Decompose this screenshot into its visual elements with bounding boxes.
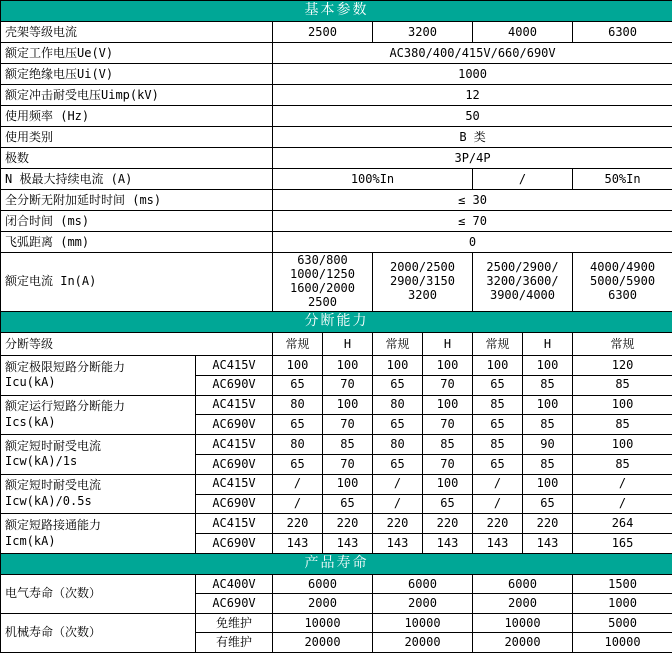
cell-value: 100 [423,395,473,415]
table-row [1,64,672,85]
cell-value: 143 [523,534,573,554]
table-row [1,190,672,211]
section-title: 基本参数 [1,1,672,22]
cell-value: 有维护 [196,633,273,653]
cell-value: / [473,169,573,190]
cell-value: 70 [323,375,373,395]
cell-value: 6000 [273,574,373,594]
cell-value: AC415V [196,435,273,455]
cell-value: 220 [273,514,323,534]
row-label: 额定短时耐受电流 Icw(kA)/0.5s [1,474,196,514]
cell-value: / [473,474,523,494]
cell-value: 2500/2900/ 3200/3600/ 3900/4000 [473,253,573,312]
cell-value: 65 [473,415,523,435]
cell-value: 80 [273,395,323,415]
cell-value: 100 [573,435,672,455]
cell-value: 10000 [373,613,473,633]
cell-value: 70 [423,375,473,395]
cell-value: 100 [473,356,523,376]
cell-value: 50%In [573,169,672,190]
cell-value: 220 [373,514,423,534]
cell-value: 220 [323,514,373,534]
row-label: 额定短路接通能力 Icm(kA) [1,514,196,554]
cell-value: 12 [273,85,672,106]
cell-value: 常规 [573,333,672,356]
table-row [1,356,672,376]
cell-value: H [323,333,373,356]
row-label: 全分断无附加延时时间 (ms) [1,190,273,211]
cell-value: 85 [473,395,523,415]
cell-value: 100 [573,395,672,415]
cell-value: 85 [523,375,573,395]
cell-value: 1000 [273,64,672,85]
cell-value: / [573,474,672,494]
cell-value: 85 [523,454,573,474]
cell-value: AC380/400/415V/660/690V [273,43,672,64]
cell-value: 70 [423,415,473,435]
cell-value: AC415V [196,356,273,376]
cell-value: 85 [423,435,473,455]
cell-value: 630/800 1000/1250 1600/2000 2500 [273,253,373,312]
cell-value: 1000 [573,594,672,614]
table-row [1,169,672,190]
cell-value: 4000 [473,22,573,43]
row-label: 飞弧距离 (mm) [1,232,273,253]
cell-value: 143 [373,534,423,554]
cell-value: 143 [423,534,473,554]
table-row [1,613,672,633]
cell-value: 85 [473,435,523,455]
section-title: 产品寿命 [1,553,672,574]
table-row [1,211,672,232]
cell-value: 100 [373,356,423,376]
cell-value: / [373,474,423,494]
row-label: 极数 [1,148,273,169]
cell-value: 100 [423,356,473,376]
row-label: 使用类别 [1,127,273,148]
cell-value: 10000 [473,613,573,633]
cell-value: 65 [373,454,423,474]
cell-value: 85 [573,375,672,395]
cell-value: H [423,333,473,356]
spec-table-body [1,1,672,653]
cell-value: 70 [323,454,373,474]
cell-value: 10000 [573,633,672,653]
cell-value: 65 [423,494,473,514]
cell-value: 220 [423,514,473,534]
cell-value: 3P/4P [273,148,672,169]
table-row [1,395,672,415]
cell-value: 70 [323,415,373,435]
cell-value: / [473,494,523,514]
cell-value: 10000 [273,613,373,633]
cell-value: 100 [523,474,573,494]
cell-value: AC690V [196,494,273,514]
row-label: 使用频率 (Hz) [1,106,273,127]
cell-value: AC690V [196,594,273,614]
row-label: N 极最大持续电流 (A) [1,169,273,190]
cell-value: 常规 [273,333,323,356]
section-header-row [1,1,672,22]
cell-value: / [273,494,323,514]
table-row [1,148,672,169]
cell-value: ≤ 70 [273,211,672,232]
cell-value: 65 [373,375,423,395]
row-label: 电气寿命（次数） [1,574,196,613]
row-label: 额定绝缘电压Ui(V) [1,64,273,85]
table-row [1,435,672,455]
cell-value: 1500 [573,574,672,594]
section-title: 分断能力 [1,312,672,333]
row-label: 额定短时耐受电流 Icw(kA)/1s [1,435,196,475]
cell-value: 65 [473,454,523,474]
row-label: 额定极限短路分断能力 Icu(kA) [1,356,196,396]
table-row [1,574,672,594]
cell-value: H [523,333,573,356]
cell-value: 6000 [473,574,573,594]
table-row [1,253,672,312]
cell-value: 2000 [473,594,573,614]
cell-value: 264 [573,514,672,534]
table-row [1,106,672,127]
cell-value: AC690V [196,534,273,554]
table-row [1,85,672,106]
cell-value: 100 [423,474,473,494]
cell-value: 70 [423,454,473,474]
cell-value: AC415V [196,395,273,415]
cell-value: 20000 [473,633,573,653]
cell-value: 100 [523,356,573,376]
cell-value: 143 [323,534,373,554]
cell-value: 65 [273,375,323,395]
cell-value: 2500 [273,22,373,43]
section-header-row [1,312,672,333]
table-row [1,127,672,148]
cell-value: 100 [523,395,573,415]
cell-value: 100 [323,356,373,376]
cell-value: 90 [523,435,573,455]
row-label: 额定冲击耐受电压Uimp(kV) [1,85,273,106]
cell-value: 2000 [273,594,373,614]
cell-value: / [373,494,423,514]
cell-value: 80 [273,435,323,455]
cell-value: 6000 [373,574,473,594]
cell-value: 常规 [373,333,423,356]
cell-value: 2000/2500 2900/3150 3200 [373,253,473,312]
cell-value: 220 [473,514,523,534]
cell-value: 85 [573,454,672,474]
cell-value: 常规 [473,333,523,356]
cell-value: / [273,474,323,494]
cell-value: ≤ 30 [273,190,672,211]
cell-value: 100%In [273,169,473,190]
cell-value: 65 [273,454,323,474]
table-row [1,232,672,253]
cell-value: 4000/4900 5000/5900 6300 [573,253,672,312]
table-row [1,333,672,356]
cell-value: AC400V [196,574,273,594]
row-label: 额定电流 In(A) [1,253,273,312]
cell-value: 65 [473,375,523,395]
table-row [1,474,672,494]
cell-value: AC415V [196,474,273,494]
cell-value: 65 [373,415,423,435]
cell-value: 20000 [273,633,373,653]
cell-value: 65 [323,494,373,514]
cell-value: 143 [273,534,323,554]
row-label: 分断等级 [1,333,273,356]
cell-value: 20000 [373,633,473,653]
cell-value: AC690V [196,454,273,474]
cell-value: 85 [323,435,373,455]
row-label: 额定工作电压Ue(V) [1,43,273,64]
table-row [1,514,672,534]
cell-value: 80 [373,395,423,415]
cell-value: 100 [323,474,373,494]
cell-value: 3200 [373,22,473,43]
cell-value: 0 [273,232,672,253]
cell-value: 100 [273,356,323,376]
cell-value: / [573,494,672,514]
table-row [1,22,672,43]
cell-value: B 类 [273,127,672,148]
cell-value: 免维护 [196,613,273,633]
cell-value: 85 [523,415,573,435]
cell-value: 80 [373,435,423,455]
row-label: 机械寿命（次数） [1,613,196,652]
cell-value: 220 [523,514,573,534]
section-header-row [1,553,672,574]
cell-value: 100 [323,395,373,415]
cell-value: 50 [273,106,672,127]
table-row [1,43,672,64]
cell-value: 143 [473,534,523,554]
cell-value: AC415V [196,514,273,534]
row-label: 闭合时间 (ms) [1,211,273,232]
cell-value: 65 [523,494,573,514]
row-label: 额定运行短路分断能力 Ics(kA) [1,395,196,435]
cell-value: 120 [573,356,672,376]
cell-value: 2000 [373,594,473,614]
cell-value: 5000 [573,613,672,633]
cell-value: 165 [573,534,672,554]
cell-value: 6300 [573,22,672,43]
cell-value: AC690V [196,375,273,395]
cell-value: 65 [273,415,323,435]
cell-value: 85 [573,415,672,435]
row-label: 壳架等级电流 [1,22,273,43]
cell-value: AC690V [196,415,273,435]
